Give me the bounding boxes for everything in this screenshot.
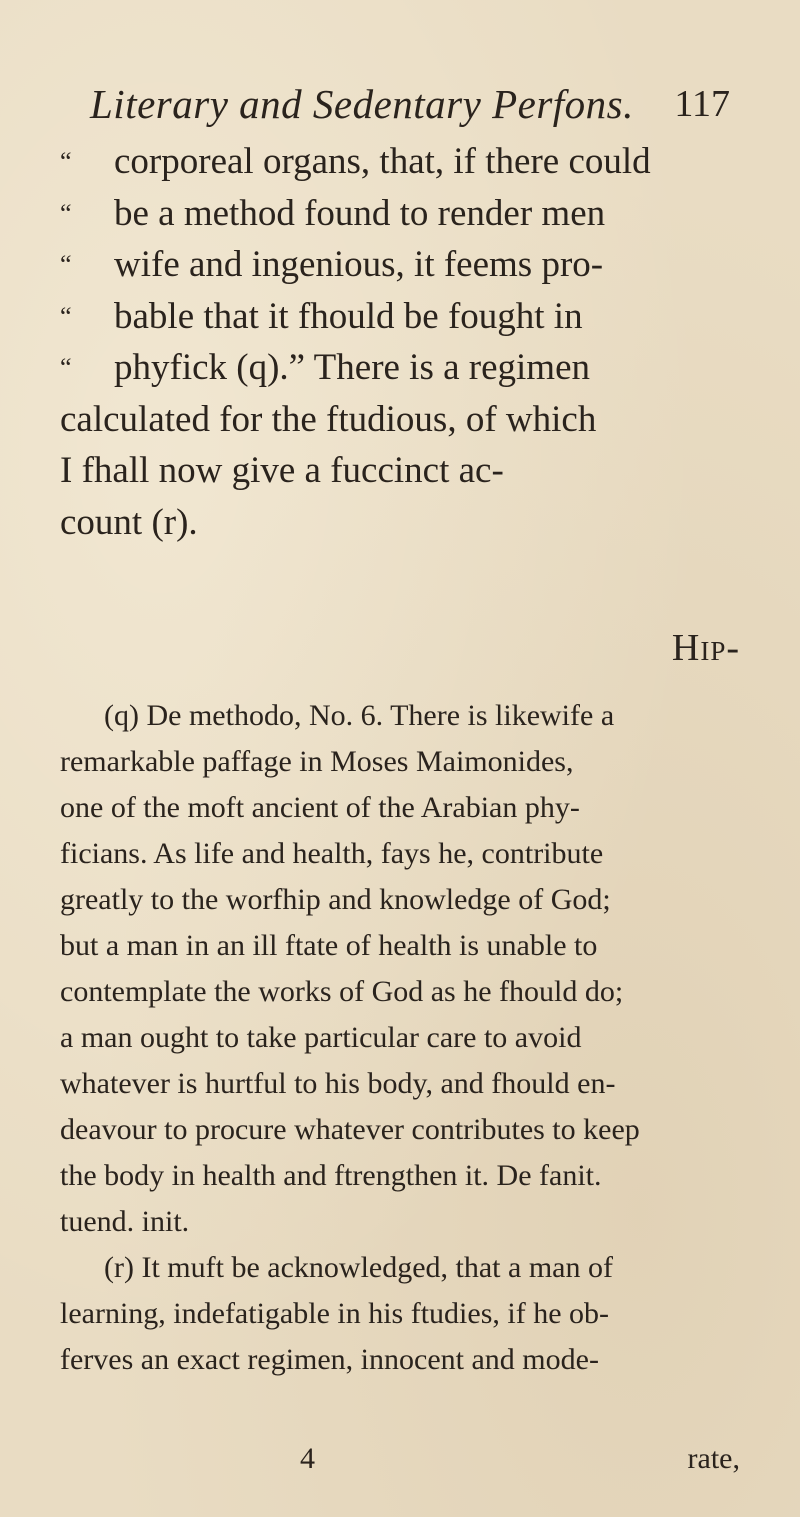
line-body: calculated for the ftudious, of which bbox=[60, 398, 597, 440]
text-line bbox=[60, 342, 730, 394]
quote-mark: “ bbox=[60, 147, 72, 176]
running-head: Literary and Sedentary Perfons. bbox=[90, 81, 634, 127]
page-number: 117 bbox=[674, 83, 730, 125]
quote-mark: “ bbox=[60, 353, 72, 382]
line-body: corporeal organs, that, if there could bbox=[114, 141, 651, 182]
line-body: phyfick (q).” There is a regimen bbox=[114, 347, 591, 388]
text-line bbox=[60, 394, 730, 446]
text-line bbox=[60, 497, 730, 549]
text-line bbox=[60, 291, 730, 343]
line-body: I fhall now give a fuccinct ac- bbox=[60, 450, 504, 491]
note-line: (r) It muft be acknowledged, that a man of bbox=[104, 1251, 613, 1284]
line-body: bable that it fhould be fought in bbox=[114, 295, 583, 337]
text-line bbox=[60, 188, 730, 240]
note-line: deavour to procure whatever contributes to keep bbox=[60, 1113, 640, 1146]
note-line: remarkable paffage in Moses Maimonides, bbox=[60, 745, 574, 778]
line-body: be a method found to render men bbox=[114, 192, 606, 234]
note-line: contemplate the works of God as he fhould do; bbox=[60, 975, 624, 1008]
quote-mark: “ bbox=[60, 301, 72, 331]
main-text bbox=[60, 136, 730, 548]
catchword-top: Hip- bbox=[671, 627, 740, 669]
note-line: the body in health and ftrengthen it. De fanit. bbox=[60, 1159, 602, 1192]
note-line: but a man in an ill ftate of health is unable to bbox=[60, 929, 598, 962]
line-body: count (r). bbox=[60, 501, 198, 543]
text-line bbox=[60, 136, 730, 188]
line-body: wife and ingenious, it feems pro- bbox=[114, 244, 604, 285]
page-header bbox=[90, 80, 730, 136]
note-line: greatly to the worfhip and knowledge of God; bbox=[60, 883, 611, 916]
page-footer bbox=[60, 1442, 740, 1488]
quote-mark: “ bbox=[60, 198, 72, 228]
note-line: (q) De methodo, No. 6. There is likewife a bbox=[104, 699, 615, 732]
signature-mark: 4 bbox=[300, 1442, 315, 1475]
note-line: tuend. init. bbox=[60, 1205, 190, 1238]
note-line: one of the moft ancient of the Arabian phy- bbox=[60, 791, 580, 824]
note-line: ficians. As life and health, fays he, contribute bbox=[60, 837, 604, 870]
note-line: learning, indefatigable in his ftudies, if he ob- bbox=[60, 1297, 610, 1330]
note-line: a man ought to take particular care to avoid bbox=[60, 1021, 582, 1054]
footer-catchword: rate, bbox=[687, 1442, 740, 1475]
text-line bbox=[60, 239, 730, 291]
note-line: whatever is hurtful to his body, and fhould en- bbox=[60, 1067, 616, 1100]
footnotes bbox=[60, 693, 740, 1383]
quote-mark: “ bbox=[60, 250, 72, 279]
text-line bbox=[60, 445, 730, 497]
note-line: ferves an exact regimen, innocent and mode- bbox=[60, 1343, 599, 1376]
